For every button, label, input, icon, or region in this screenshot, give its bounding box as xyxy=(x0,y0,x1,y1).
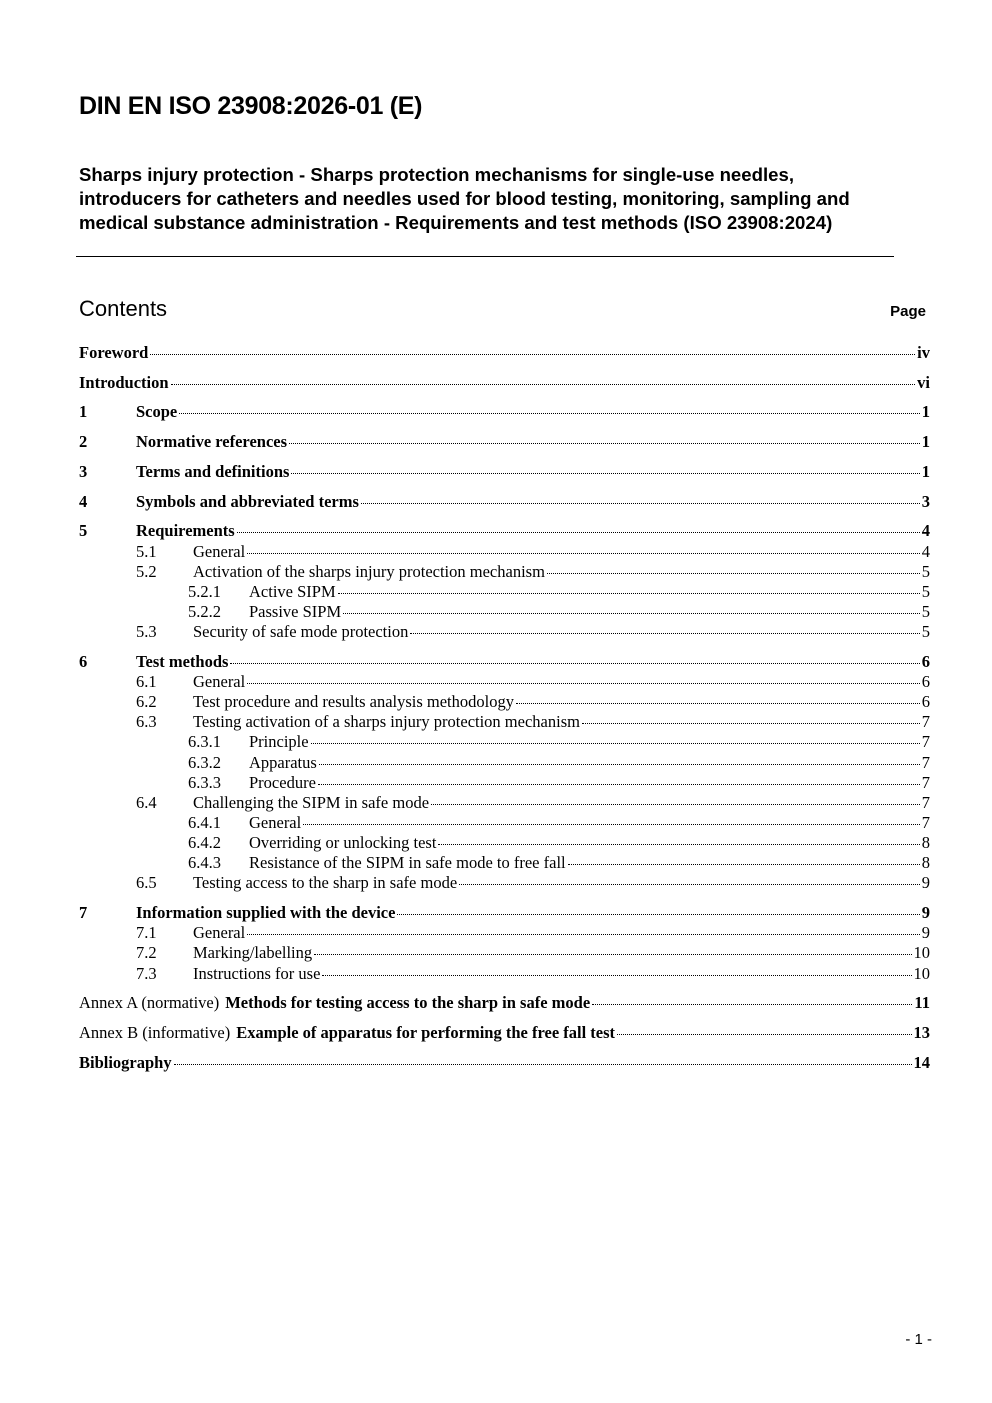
toc-page-number: 14 xyxy=(913,1052,930,1072)
toc-entry-section-6-4-2[interactable] xyxy=(79,833,930,853)
toc-leader-dots xyxy=(361,503,920,504)
toc-leader-dots xyxy=(459,884,920,885)
toc-entry-section-6-4-3[interactable] xyxy=(79,853,930,873)
toc-leader-dots xyxy=(179,413,920,414)
toc-entry-title: Passive SIPM xyxy=(249,601,342,621)
toc-page-number: 8 xyxy=(921,853,930,873)
toc-page-number: 5 xyxy=(921,622,930,642)
toc-entry-section-6-3-1[interactable] xyxy=(79,732,930,752)
toc-entry-number: 6.4.2 xyxy=(188,833,221,853)
toc-entry-number: 6.3 xyxy=(136,712,157,732)
page-column-label: Page xyxy=(890,303,926,320)
toc-entry-section-5-3[interactable] xyxy=(79,622,930,642)
page-number-footer: - 1 - xyxy=(905,1331,932,1348)
document-subtitle: Sharps injury protection - Sharps protection mechanisms for single-use needles, introducers for catheters and needles used for blood testing, monitoring, sampling and medical substance administration - Requirements and test methods (ISO 23908:2024) xyxy=(79,164,850,233)
toc-entry-bibliography[interactable] xyxy=(79,1053,930,1073)
toc-page-number: 9 xyxy=(921,903,930,923)
toc-page-number: 6 xyxy=(921,671,930,691)
toc-entry-number: 5 xyxy=(79,521,88,541)
toc-entry-title: Test procedure and results analysis methodology xyxy=(193,692,514,712)
toc-leader-dots xyxy=(343,613,920,614)
toc-page-number: 4 xyxy=(921,521,930,541)
toc-entry-section-7-2[interactable] xyxy=(79,943,930,963)
toc-leader-dots xyxy=(319,764,920,765)
toc-entry-title: Information supplied with the device xyxy=(136,903,396,923)
toc-entry-annex-b[interactable] xyxy=(79,1023,930,1043)
toc-entry-annex-a[interactable] xyxy=(79,993,930,1013)
toc-entry-section-2[interactable] xyxy=(79,432,930,452)
toc-entry-number: 5.2.1 xyxy=(188,581,221,601)
toc-leader-dots xyxy=(617,1034,911,1035)
toc-leader-dots xyxy=(397,914,919,915)
toc-page-number: vi xyxy=(917,372,930,392)
toc-entry-title: Test methods xyxy=(136,651,229,671)
toc-entry-section-6-4-1[interactable] xyxy=(79,813,930,833)
toc-page-number: 5 xyxy=(921,601,930,621)
toc-entry-title: Terms and definitions xyxy=(136,461,290,481)
toc-page-number: 7 xyxy=(921,712,930,732)
toc-entry-title: Introduction xyxy=(79,372,169,392)
toc-leader-dots xyxy=(289,443,920,444)
toc-leader-dots xyxy=(431,804,920,805)
toc-entry-title: General xyxy=(193,671,246,691)
toc-page-number: 6 xyxy=(921,651,930,671)
toc-leader-dots xyxy=(516,703,920,704)
toc-entry-section-6-3-3[interactable] xyxy=(79,773,930,793)
title-divider xyxy=(76,256,894,257)
toc-page-number: 7 xyxy=(921,752,930,772)
toc-entry-title: Foreword xyxy=(79,343,149,362)
toc-leader-dots xyxy=(592,1004,912,1005)
annex-title: Example of apparatus for performing the free fall test xyxy=(236,1023,616,1043)
toc-entry-number: 6.4 xyxy=(136,792,157,812)
toc-page-number: 1 xyxy=(921,402,930,422)
toc-leader-dots xyxy=(291,473,919,474)
toc-page-number: 8 xyxy=(921,833,930,853)
toc-entry-number: 7 xyxy=(79,903,88,923)
toc-entry-number: 6.3.1 xyxy=(188,732,221,752)
table-of-contents xyxy=(79,343,930,1073)
toc-entry-number: 5.3 xyxy=(136,622,157,642)
toc-leader-dots xyxy=(247,553,920,554)
toc-entry-introduction[interactable] xyxy=(79,373,930,393)
toc-entry-number: 7.3 xyxy=(136,963,157,983)
toc-leader-dots xyxy=(171,384,916,385)
toc-entry-title: Symbols and abbreviated terms xyxy=(136,491,359,511)
toc-page-number: 7 xyxy=(921,732,930,752)
toc-entry-number: 6.1 xyxy=(136,671,157,691)
toc-entry-number: 3 xyxy=(79,461,88,481)
toc-entry-title: Scope xyxy=(136,402,178,422)
standard-title: DIN EN ISO 23908:2026-01 (E) xyxy=(79,92,423,120)
toc-entry-number: 5.2 xyxy=(136,561,157,581)
toc-entry-title xyxy=(79,993,590,1013)
toc-leader-dots xyxy=(314,954,911,955)
toc-leader-dots xyxy=(547,573,920,574)
toc-page-number: 5 xyxy=(921,561,930,581)
toc-entry-title: Security of safe mode protection xyxy=(193,622,409,642)
toc-entry-title: Requirements xyxy=(136,521,235,541)
toc-entry-number: 6.4.3 xyxy=(188,853,221,873)
annex-title: Methods for testing access to the sharp in safe mode xyxy=(225,993,591,1013)
toc-entry-section-6-1[interactable] xyxy=(79,672,930,692)
toc-entry-number: 6 xyxy=(79,651,88,671)
toc-entry-number: 7.1 xyxy=(136,923,157,943)
toc-leader-dots xyxy=(568,864,920,865)
toc-entry-section-5-1[interactable] xyxy=(79,542,930,562)
toc-entry-title: Challenging the SIPM in safe mode xyxy=(193,792,430,812)
toc-page-number: 9 xyxy=(921,873,930,893)
toc-page-number: iv xyxy=(917,343,930,362)
toc-leader-dots xyxy=(174,1064,912,1065)
toc-entry-number: 1 xyxy=(79,402,88,422)
toc-entry-section-3[interactable] xyxy=(79,462,930,482)
annex-label: Annex B (informative) xyxy=(79,1023,231,1043)
toc-entry-number: 6.3.3 xyxy=(188,772,221,792)
toc-page-number: 1 xyxy=(921,432,930,452)
toc-entry-number: 4 xyxy=(79,491,88,511)
toc-entry-title: Normative references xyxy=(136,432,288,452)
toc-entry-section-5[interactable] xyxy=(79,521,930,541)
toc-page-number: 4 xyxy=(921,541,930,561)
toc-entry-title: Resistance of the SIPM in safe mode to free fall xyxy=(249,853,566,873)
toc-entry-title: Instructions for use xyxy=(193,963,321,983)
toc-page-number: 6 xyxy=(921,692,930,712)
toc-entry-section-4[interactable] xyxy=(79,492,930,512)
toc-leader-dots xyxy=(237,532,920,533)
toc-entry-section-6-3[interactable] xyxy=(79,712,930,732)
toc-page-number: 7 xyxy=(921,792,930,812)
toc-entry-number: 5.1 xyxy=(136,541,157,561)
toc-entry-title xyxy=(79,1023,615,1043)
toc-entry-section-6-5[interactable] xyxy=(79,873,930,893)
toc-entry-number: 6.4.1 xyxy=(188,812,221,832)
toc-entry-section-6[interactable] xyxy=(79,652,930,672)
toc-entry-title: Activation of the sharps injury protection mechanism xyxy=(193,561,545,581)
toc-entry-foreword[interactable] xyxy=(79,343,930,363)
toc-page-number: 9 xyxy=(921,923,930,943)
toc-entry-section-7-1[interactable] xyxy=(79,923,930,943)
toc-page-number: 3 xyxy=(921,491,930,511)
toc-entry-title: Principle xyxy=(249,732,309,752)
toc-entry-section-5-2[interactable] xyxy=(79,562,930,582)
toc-leader-dots xyxy=(150,354,915,355)
toc-page-number: 7 xyxy=(921,772,930,792)
toc-entry-section-6-4[interactable] xyxy=(79,793,930,813)
toc-entry-title: Active SIPM xyxy=(249,581,336,601)
toc-leader-dots xyxy=(438,844,919,845)
toc-entry-number: 7.2 xyxy=(136,943,157,963)
toc-page-number: 10 xyxy=(913,963,930,983)
toc-entry-title: Overriding or unlocking test xyxy=(249,833,437,853)
toc-leader-dots xyxy=(311,743,920,744)
toc-entry-section-6-2[interactable] xyxy=(79,692,930,712)
toc-entry-title: Marking/labelling xyxy=(193,943,313,963)
toc-page-number: 10 xyxy=(913,943,930,963)
toc-entry-title: Procedure xyxy=(249,772,316,792)
toc-entry-section-1[interactable] xyxy=(79,402,930,422)
toc-leader-dots xyxy=(318,784,920,785)
toc-entry-title: Bibliography xyxy=(79,1052,172,1072)
toc-page-number: 11 xyxy=(914,993,930,1013)
toc-entry-title: Apparatus xyxy=(249,752,317,772)
toc-page-number: 1 xyxy=(921,461,930,481)
toc-entry-number: 6.5 xyxy=(136,873,157,893)
toc-leader-dots xyxy=(338,593,920,594)
toc-entry-section-5-2-1[interactable] xyxy=(79,582,930,602)
toc-entry-section-5-2-2[interactable] xyxy=(79,602,930,622)
toc-entry-section-6-3-2[interactable] xyxy=(79,753,930,773)
toc-page-number: 5 xyxy=(921,581,930,601)
toc-leader-dots xyxy=(582,723,920,724)
toc-entry-title: Testing access to the sharp in safe mode xyxy=(193,873,458,893)
toc-entry-title: General xyxy=(193,923,246,943)
toc-page-number: 7 xyxy=(921,812,930,832)
toc-entry-number: 6.2 xyxy=(136,692,157,712)
toc-entry-title: General xyxy=(249,812,302,832)
toc-entry-title: Testing activation of a sharps injury protection mechanism xyxy=(193,712,580,732)
toc-entry-number: 5.2.2 xyxy=(188,601,221,621)
toc-entry-section-7[interactable] xyxy=(79,903,930,923)
toc-leader-dots xyxy=(303,824,920,825)
toc-entry-title: General xyxy=(193,541,246,561)
toc-leader-dots xyxy=(410,633,919,634)
toc-entry-number: 2 xyxy=(79,432,88,452)
toc-leader-dots xyxy=(230,663,919,664)
annex-label: Annex A (normative) xyxy=(79,993,220,1013)
toc-entry-section-7-3[interactable] xyxy=(79,964,930,984)
toc-page-number: 13 xyxy=(913,1023,930,1043)
contents-heading: Contents xyxy=(79,296,168,321)
toc-leader-dots xyxy=(322,975,911,976)
toc-entry-number: 6.3.2 xyxy=(188,752,221,772)
toc-leader-dots xyxy=(247,934,920,935)
toc-leader-dots xyxy=(247,683,920,684)
